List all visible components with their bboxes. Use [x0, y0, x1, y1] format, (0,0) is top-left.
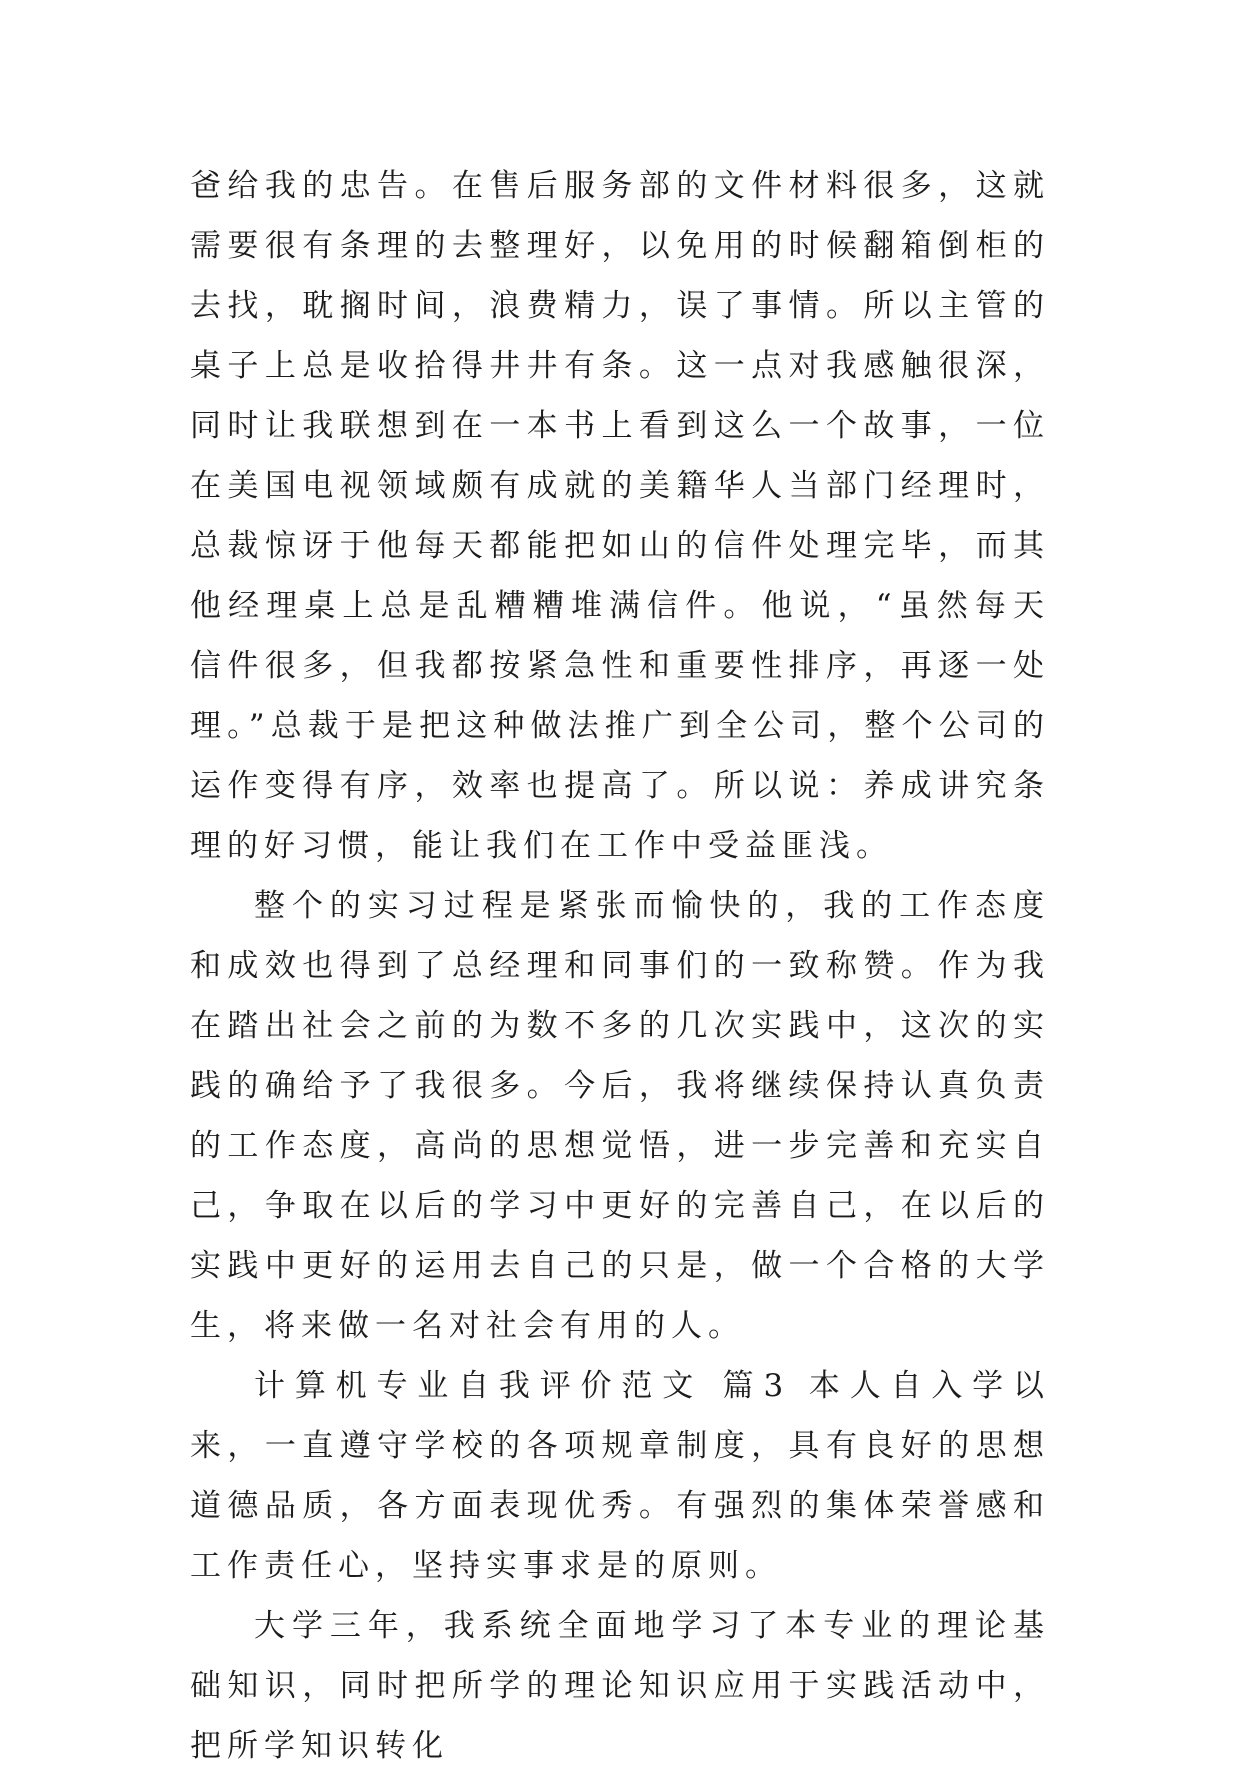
paragraph-university-study: 大学三年，我系统全面地学习了本专业的理论基础知识，同时把所学的理论知识应用于实践活动中，把所学知识转化	[190, 1608, 1050, 1764]
paragraph-self-evaluation-heading: 计算机专业自我评价范文 篇3 本人自入学以来，一直遵守学校的各项规章制度，具有良好的思想道德品质，各方面表现优秀。有强烈的集体荣誉感和工作责任心，坚持实事求是的原则。	[190, 1368, 1050, 1584]
paragraph-internship-summary: 整个的实习过程是紧张而愉快的，我的工作态度和成效也得到了总经理和同事们的一致称赞。作为我在踏出社会之前的为数不多的几次实践中，这次的实践的确给予了我很多。今后，我将继续保持认真负责的工作态度，高尚的思想觉悟，进一步完善和充实自己，争取在以后的学习中更好的完善自己，在以后的实践中更好的运用去自己的只是，做一个合格的大学生，将来做一名对社会有用的人。	[190, 888, 1050, 1344]
paragraph-continuation: 爸给我的忠告。在售后服务部的文件材料很多，这就需要很有条理的去整理好，以免用的时候翻箱倒柜的去找，耽搁时间，浪费精力，误了事情。所以主管的桌子上总是收拾得井井有条。这一点对我感触很深，同时让我联想到在一本书上看到这么一个故事，一位在美国电视领域颇有成就的美籍华人当部门经理时，总裁惊讶于他每天都能把如山的信件处理完毕，而其他经理桌上总是乱糟糟堆满信件。他说，“虽然每天信件很多，但我都按紧急性和重要性排序，再逐一处理。”总裁于是把这种做法推广到全公司，整个公司的运作变得有序，效率也提高了。所以说：养成讲究条理的好习惯，能让我们在工作中受益匪浅。	[190, 168, 1050, 864]
document-body	[190, 156, 1050, 1776]
